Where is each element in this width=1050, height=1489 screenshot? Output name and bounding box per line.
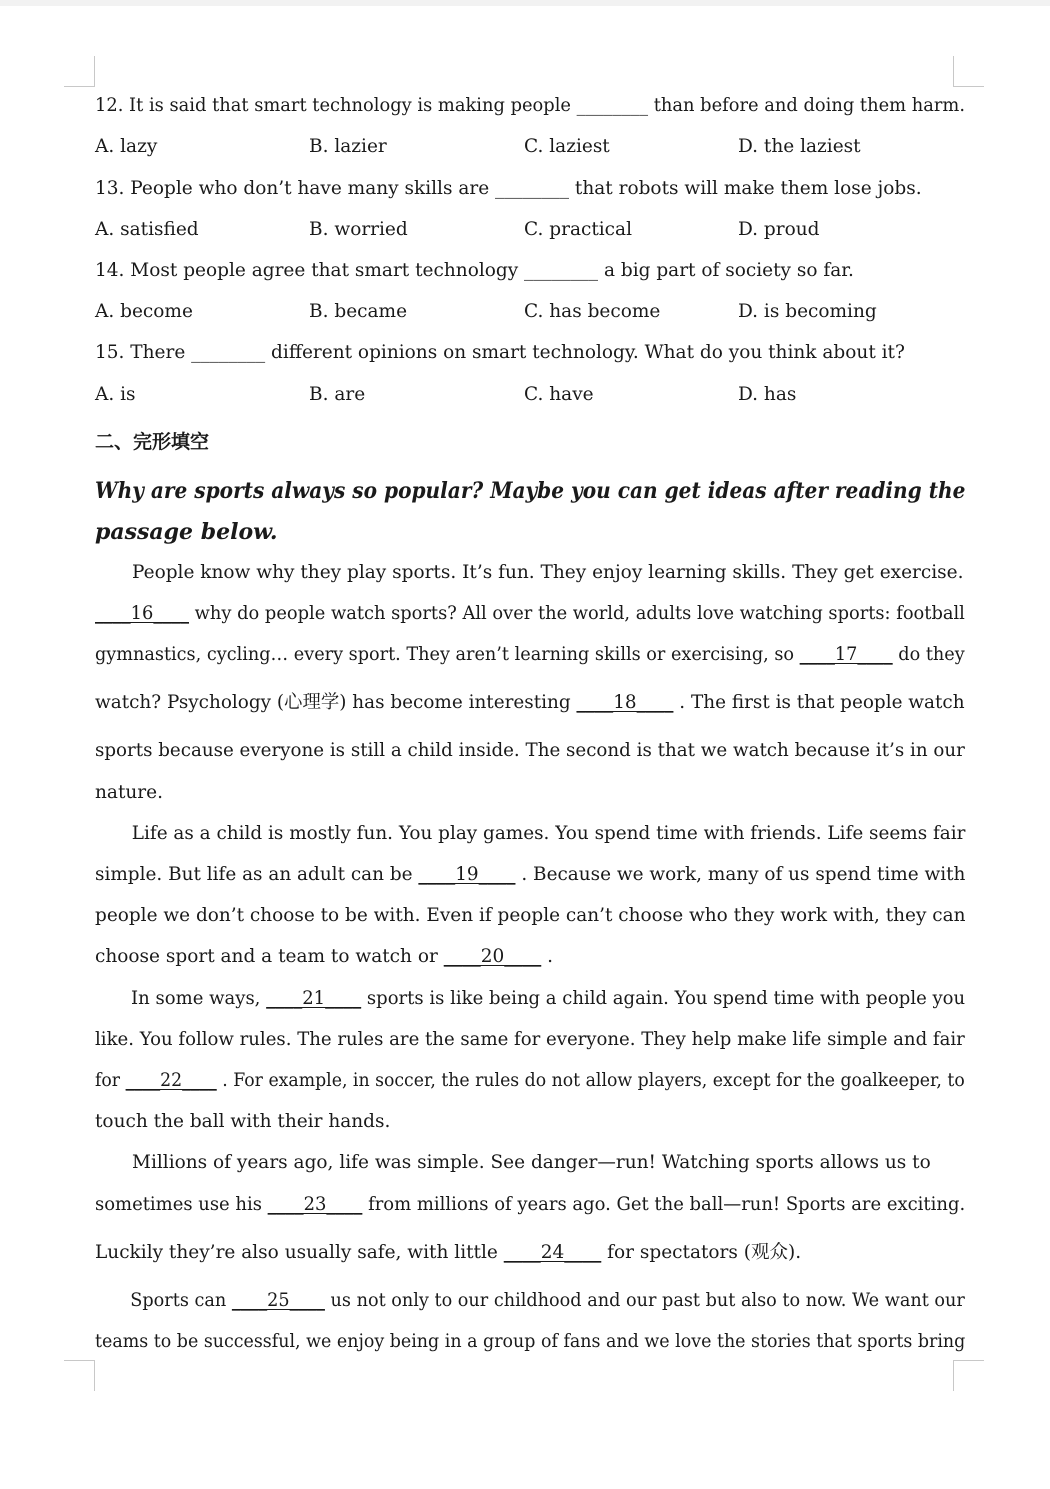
passage-title-line-2: passage below. xyxy=(95,519,278,545)
passage-line: people we don’t choose to be with. Even if people can’t choose who they work with, they can xyxy=(95,905,966,926)
blank-16[interactable]: ____16____ xyxy=(95,603,189,624)
passage-text: Sports can xyxy=(130,1290,232,1311)
option: A. lazy xyxy=(95,136,158,157)
passage-line: nature. xyxy=(95,782,163,803)
question-stem: 15. There ________ different opinions on smart technology. What do you think about it? xyxy=(95,342,905,363)
blank-18[interactable]: ____18____ xyxy=(576,692,674,713)
passage-line xyxy=(95,987,965,1011)
option: A. become xyxy=(95,301,193,322)
option: D. the laziest xyxy=(738,136,861,157)
passage-text: for spectators (观众). xyxy=(601,1242,802,1263)
option: C. laziest xyxy=(524,136,610,157)
passage-text: why do people watch sports? All over the world, adults love watching sports: football xyxy=(188,603,965,624)
question-stem: 13. People who don’t have many skills are ________ that robots will make them lose jobs. xyxy=(95,178,922,199)
blank-20[interactable]: ____20____ xyxy=(443,946,542,967)
document-page xyxy=(0,6,1050,1489)
option: D. proud xyxy=(738,219,820,240)
passage-line: sports because everyone is still a child inside. The second is that we watch because it’s in our xyxy=(95,740,965,761)
option: B. are xyxy=(309,384,366,405)
passage-text: do they xyxy=(892,644,965,665)
option: B. lazier xyxy=(309,136,387,157)
passage-text: us not only to our childhood and our past but also to now. We want our xyxy=(324,1290,965,1311)
blank-25[interactable]: ____25____ xyxy=(231,1290,325,1311)
passage-line xyxy=(95,1241,801,1265)
passage-line xyxy=(95,945,553,969)
option: B. worried xyxy=(309,219,408,240)
blank-22[interactable]: ____22____ xyxy=(125,1070,217,1091)
passage-text: sports is like being a child again. You spend time with people you xyxy=(361,988,966,1009)
passage-text: In some ways, xyxy=(131,988,267,1009)
passage-line xyxy=(95,643,965,667)
blank-24[interactable]: ____24____ xyxy=(503,1242,602,1263)
passage-text: from millions of years ago. Get the ball—run! Sports are exciting. xyxy=(362,1194,966,1215)
passage-text: simple. But life as an adult can be xyxy=(95,864,419,885)
passage-text: choose sport and a team to watch or xyxy=(95,946,444,967)
passage-line: teams to be successful, we enjoy being in a group of fans and we love the stories that sports bring xyxy=(95,1331,966,1352)
question-stem: 14. Most people agree that smart technology ________ a big part of society so far. xyxy=(95,260,854,281)
crop-mark-top-left xyxy=(64,56,95,87)
passage-text: Luckily they’re also usually safe, with little xyxy=(95,1242,504,1263)
option: C. have xyxy=(524,384,594,405)
passage-line xyxy=(95,863,965,887)
passage-text: . xyxy=(541,946,554,967)
passage-line: touch the ball with their hands. xyxy=(95,1111,391,1132)
passage-line xyxy=(95,1069,965,1093)
option: D. is becoming xyxy=(738,301,877,322)
passage-text: for xyxy=(95,1070,126,1091)
passage-line: People know why they play sports. It’s fun. They enjoy learning skills. They get exercise. xyxy=(132,562,964,583)
crop-mark-bottom-left xyxy=(64,1360,95,1391)
passage-line xyxy=(95,1289,965,1313)
blank-21[interactable]: ____21____ xyxy=(266,988,362,1009)
passage-text: . The first is that people watch xyxy=(673,692,965,713)
passage-line xyxy=(95,1193,965,1217)
passage-line: Millions of years ago, life was simple. See danger—run! Watching sports allows us to xyxy=(132,1152,931,1173)
passage-text: gymnastics, cycling… every sport. They aren’t learning skills or exercising, so xyxy=(95,644,800,665)
passage-line: like. You follow rules. The rules are the same for everyone. They help make life simple and fair xyxy=(95,1029,965,1050)
option: B. became xyxy=(309,301,408,322)
passage-text: watch? Psychology (心理学) has become interesting xyxy=(95,692,577,713)
passage-text: . Because we work, many of us spend time with xyxy=(515,864,966,885)
option: C. has become xyxy=(524,301,661,322)
blank-23[interactable]: ____23____ xyxy=(267,1194,363,1215)
option: D. has xyxy=(738,384,797,405)
crop-mark-bottom-right xyxy=(953,1360,984,1391)
passage-title-line-1: Why are sports always so popular? Maybe you can get ideas after reading the xyxy=(95,478,966,504)
passage-line xyxy=(95,691,965,715)
section-heading: 二、完形填空 xyxy=(95,431,210,453)
option: A. satisfied xyxy=(95,219,199,240)
option: A. is xyxy=(95,384,136,405)
crop-mark-top-right xyxy=(953,56,984,87)
blank-19[interactable]: ____19____ xyxy=(418,864,516,885)
blank-17[interactable]: ____17____ xyxy=(799,644,893,665)
passage-text: . For example, in soccer, the rules do not allow players, except for the goalkeeper, to xyxy=(216,1070,965,1091)
passage-line: Life as a child is mostly fun. You play games. You spend time with friends. Life seems fair xyxy=(131,823,966,844)
passage-line xyxy=(95,602,965,626)
option: C. practical xyxy=(524,219,632,240)
question-stem: 12. It is said that smart technology is making people ________ than before and doing them harm. xyxy=(95,95,966,116)
passage-text: sometimes use his xyxy=(95,1194,268,1215)
